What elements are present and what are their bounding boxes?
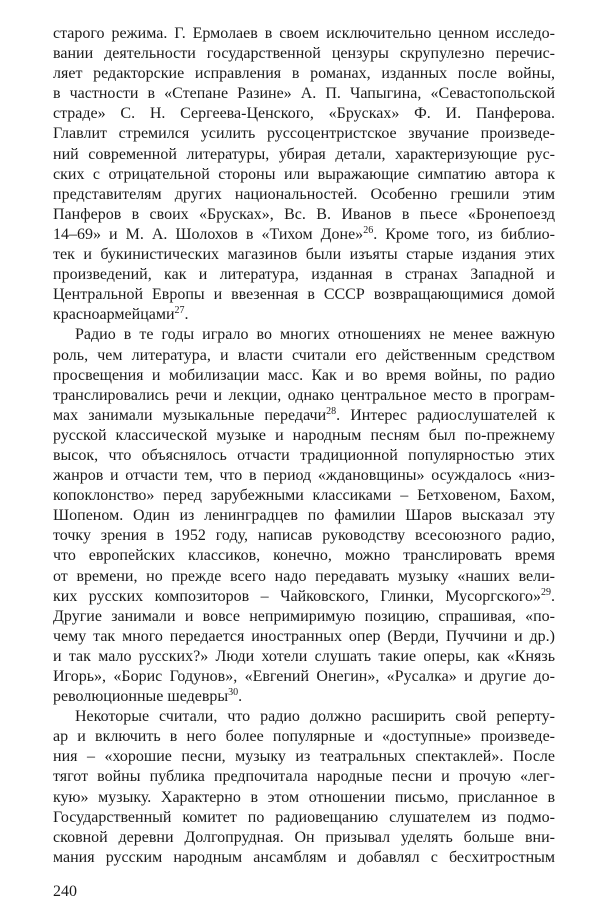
text-line [53,848,555,868]
text-segment: произведений, как и литература, изданная в странах Западной и [53,266,555,284]
text-segment: Игорь», «Борис Годунов», «Евгений Онегин», «Русалка» и другие до- [53,668,555,685]
text-segment: точку зрения в 1952 году, написав руководству всесоюзного радио, [53,527,555,545]
text-segment: транслировались речи и лекции, однако центральное место в програм- [53,386,555,404]
text-line [53,84,555,104]
text-line [53,506,555,526]
text-line [53,165,555,185]
page-number: 240 [53,883,77,900]
text-line [53,145,555,165]
text-segment: Радио в те годы играло во многих отношениях не менее важную [75,326,555,344]
text-segment: революционные шедевры [53,688,229,706]
text-line [53,687,555,707]
text-line [53,828,555,848]
text-line [53,24,555,44]
text-line [53,788,555,808]
text-segment: . [238,688,243,706]
text-line [53,64,555,84]
text-line [53,667,555,687]
footnote-ref: 26 [363,224,374,236]
text-segment: Главлит стремился усилить руссоцентристское звучание произведе- [53,125,555,143]
text-segment: и так мало русских?» Люди хотели слушать такие оперы, как «Князь [53,647,555,665]
text-segment: ляет редакторские исправления в романах, изданных после войны, [53,65,555,83]
text-line [53,104,555,124]
paragraph [53,325,555,707]
text-line [53,225,555,245]
text-segment: мания русским народным ансамблям и добавлял с бесхитростным [53,848,555,866]
text-segment: Центральной Европы и ввезенная в СССР возвращающимися домой [53,286,555,304]
text-segment: от времени, но прежде всего надо передавать музыку «наших вели- [53,567,555,585]
text-segment: . [184,306,189,324]
text-segment: что европейских классиков, конечно, можно транслировать время [53,547,555,565]
text-line [53,386,555,406]
text-segment: ких русских композиторов – Чайковского, Глинки, Мусоргского» [53,587,541,605]
text-line [53,486,555,506]
text-segment: ских с отрицательной стороны или выражающие симпатию автора к [53,165,555,183]
body-text [53,24,555,868]
text-line [53,526,555,546]
text-line [53,406,555,426]
text-line [53,627,555,647]
text-segment: Шопеном. Один из ленинградцев по фамилии Шаров высказал эту [53,507,555,525]
text-segment: высок, что объяснялось отчасти традиционной популярностью этих [53,446,555,464]
text-segment: 14–69» и М. А. Шолохов в «Тихом Доне» [53,225,364,243]
footnote-ref: 30 [228,687,239,699]
text-segment: роль, чем литература, и власти считали его действенным средством [53,346,555,364]
text-segment: представителям других национальностей. Особенно грешили этим [53,185,555,203]
text-segment: сковной деревни Долгопрудная. Он призывал уделять больше вни- [53,828,555,846]
text-line [53,185,555,205]
paragraph [53,24,555,325]
text-segment: жанров и отчасти тем, что в период «ждановщины» осуждалось «низ- [53,467,555,485]
text-segment: кую» музыку. Характерно в этом отношении письмо, присланное в [53,788,555,806]
text-line [53,767,555,787]
text-segment: ний современной литературы, убирая детали, характеризующие рус- [53,145,555,163]
text-line [53,727,555,747]
text-line [53,587,555,607]
footnote-ref: 29 [541,586,551,598]
text-line [53,546,555,566]
text-segment: Панферов в своих «Брусках», Вс. В. Иванов в пьесе «Бронепоезд [53,205,555,223]
text-segment: . Кроме того, из библио- [373,225,555,243]
text-line [53,366,555,386]
text-line [53,747,555,767]
text-segment: старого режима. Г. Ермолаев в своем исключительно ценном исследо- [53,25,555,42]
text-line [53,567,555,587]
text-segment: ния – «хорошие песни, музыку из театральных спектаклей». После [53,748,555,766]
text-line [53,647,555,667]
text-segment: просвещения и мобилизации масс. Как и во время войны, по радио [53,366,555,384]
text-line [53,466,555,486]
footnote-ref: 28 [326,405,337,417]
text-segment: Государственный комитет по радиовещанию слушателем из подмо- [53,808,555,826]
text-segment: копоклонство» перед зарубежными классиками – Бетховеном, Бахом, [53,487,555,505]
text-line [53,265,555,285]
text-segment: русской классической музыке и народным песням был по-прежнему [53,426,555,444]
footnote-ref: 27 [174,305,185,317]
text-line [53,325,555,345]
text-line [53,426,555,446]
text-segment: мах занимали музыкальные передачи [53,406,327,424]
text-segment: . [551,587,555,605]
text-segment: страде» С. Н. Сергеева-Ценского, «Брусках» Ф. И. Панферова. [53,105,555,123]
text-line [53,205,555,225]
text-line [53,707,555,727]
text-line [53,346,555,366]
text-segment: . Интерес радиослушателей к [336,406,555,424]
text-line [53,446,555,466]
text-segment: чему так много передается иностранных опер (Верди, Пуччини и др.) [53,627,555,645]
text-segment: ар и включить в него более популярные и «доступные» произведе- [53,728,555,746]
text-segment: Другие занимали и вовсе непримиримую позицию, спрашивая, «по- [53,607,555,625]
paragraph [53,707,555,868]
text-segment: тек и букинистических магазинов были изъяты старые издания этих [53,246,555,264]
text-line [53,808,555,828]
text-line [53,607,555,627]
text-line [53,305,555,325]
text-line [53,285,555,305]
text-segment: красноармейцами [53,306,175,324]
text-line [53,245,555,265]
text-segment: в частности в «Степане Разине» А. П. Чапыгина, «Севастопольской [53,85,555,103]
text-segment: Некоторые считали, что радио должно расширить свой реперту- [75,708,555,726]
text-line [53,124,555,144]
text-segment: тягот войны публика предпочитала народные песни и прочую «лег- [53,768,555,786]
text-line [53,44,555,64]
text-segment: вании деятельности государственной цензуры скрупулезно перечис- [53,45,555,63]
